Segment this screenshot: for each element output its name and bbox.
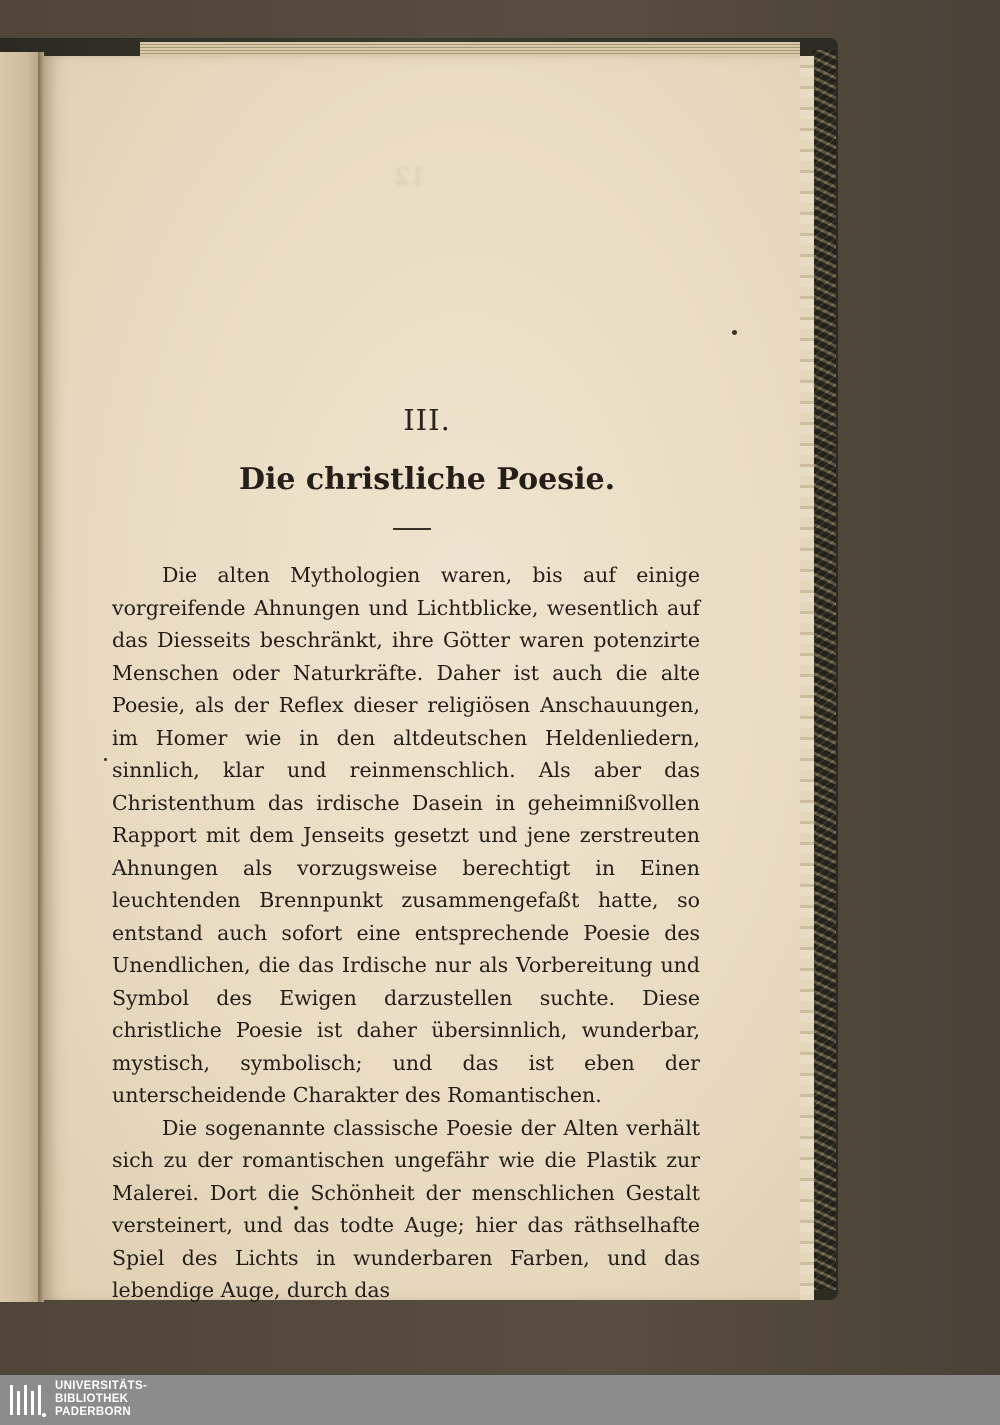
library-name-line: UNIVERSITÄTS- <box>55 1380 148 1392</box>
show-through-text <box>110 160 710 210</box>
paragraph: Die sogenannte classische Poesie der Alten verhält sich zu der romantischen ungefähr wie die Plastik zur Malerei. Dort die Schönheit der menschlichen Gestalt versteinert, und das todte Auge; hier das räthselhafte Spiel des Lichts in wunderbaren Farben, und das lebendige Auge, durch das <box>112 1115 700 1302</box>
left-page-edge <box>0 52 38 1302</box>
library-footer-banner <box>0 1375 1000 1425</box>
ink-speck <box>732 330 737 335</box>
marbled-cover-edge <box>812 50 836 1290</box>
library-name-line: PADERBORN <box>55 1406 131 1418</box>
title-divider <box>393 528 431 530</box>
deckled-page-edge <box>800 56 814 1300</box>
library-name <box>55 1380 147 1419</box>
ink-speck <box>104 758 107 761</box>
chapter-number: III. <box>403 403 451 437</box>
chapter-title: Die christliche Poesie. <box>238 462 616 497</box>
library-logo-icon <box>8 1381 48 1419</box>
body-text <box>112 559 700 1307</box>
paragraph: Die alten Mythologien waren, bis auf einige vorgreifende Ahnungen und Lichtblicke, wesentlich auf das Diesseits beschränkt, ihre Götter waren potenzirte Menschen oder Naturkräfte. Daher ist auch die alte Poesie, als der Reflex dieser religiösen Anschauungen, im Homer wie in den altdeutschen Heldenliedern, sinnlich, klar und reinmenschlich. Als aber das Christenthum das irdische Dasein in geheimnißvollen Rapport mit dem Jenseits gesetzt und jene zerstreuten Ahnungen als vorzugsweise berechtigt in Einen leuchtenden Brennpunkt zusammengefaßt hatte, so entstand auch sofort eine entsprechende Poesie des Unendlichen, die das Irdische nur als Vorbereitung und Symbol des Ewigen darzustellen suchte. Diese christliche Poesie ist daher übersinnlich, wunderbar, mystisch, symbolisch; und das ist eben der unterscheidende Charakter des Romantischen. <box>112 563 700 1107</box>
show-through-page-number: 12 <box>394 163 426 191</box>
ink-speck <box>294 1206 298 1210</box>
library-name-line: BIBLIOTHEK <box>55 1393 129 1405</box>
